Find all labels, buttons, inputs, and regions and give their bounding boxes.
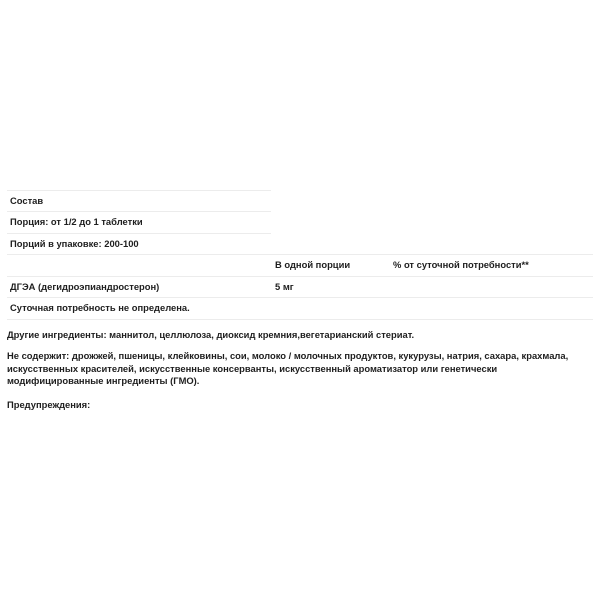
divider [7, 190, 271, 191]
does-not-contain [7, 350, 597, 388]
does-not-contain-line: Не содержит: дрожжей, пшеницы, клейковины, сои, молоко / молочных продуктов, кукурузы, натрия, сахара, крахмала, [7, 350, 569, 361]
ingredient-name: ДГЭА (дегидроэпиандростерон) [10, 281, 160, 292]
column-header-daily-value: % от суточной потребности** [393, 259, 529, 270]
composition-title: Состав [10, 195, 44, 206]
serving-size: Порция: от 1/2 до 1 таблетки [10, 216, 143, 227]
divider [7, 276, 593, 277]
divider [7, 211, 271, 212]
column-header-per-serving: В одной порции [275, 259, 351, 270]
servings-per-container: Порций в упаковке: 200-100 [10, 238, 139, 249]
divider [7, 297, 593, 298]
warnings-heading: Предупреждения: [7, 399, 91, 410]
does-not-contain-line: модифицированные ингредиенты (ГМО). [7, 375, 200, 386]
divider [7, 319, 593, 320]
divider [7, 254, 593, 255]
daily-value-footnote: Суточная потребность не определена. [10, 302, 190, 313]
other-ingredients: Другие ингредиенты: маннитол, целлюлоза, диоксид кремния,вегетарианский стериат. [7, 329, 415, 340]
ingredient-amount: 5 мг [275, 281, 294, 292]
does-not-contain-line: искусственных красителей, искусственные консерванты, искусственный ароматизатор или генетически [7, 362, 498, 374]
divider [7, 233, 271, 234]
